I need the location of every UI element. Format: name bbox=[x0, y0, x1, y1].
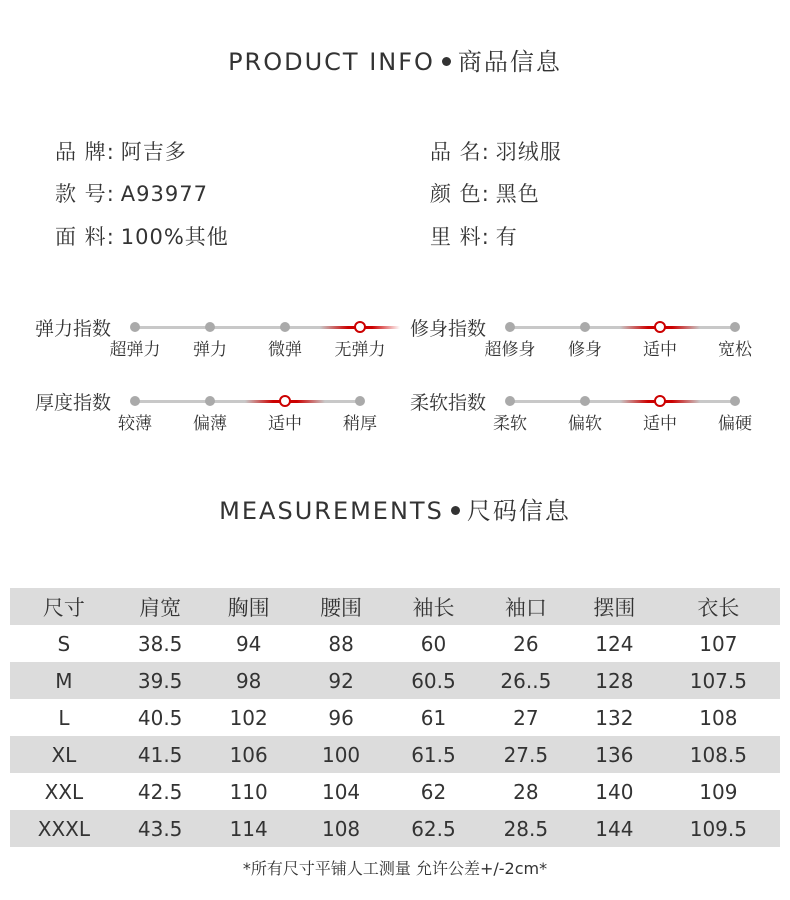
info-fabric: 面 料: 100%其他 bbox=[55, 225, 229, 249]
table-cell: 26..5 bbox=[500, 668, 552, 693]
table-cell: 108.5 bbox=[689, 742, 747, 767]
table-cell: 28.5 bbox=[503, 816, 549, 841]
scale-option-label: 无弹力 bbox=[334, 340, 386, 360]
scale-option-label: 适中 bbox=[268, 414, 302, 434]
header-cell: 袖长 bbox=[412, 595, 455, 620]
scale-node bbox=[505, 396, 515, 406]
table-cell: 42.5 bbox=[137, 779, 183, 804]
measurements-title bbox=[0, 491, 790, 526]
scale-option-label: 超弹力 bbox=[109, 340, 161, 360]
info-brand: 品 牌: 阿吉多 bbox=[55, 140, 187, 164]
table-cell: 61 bbox=[420, 705, 447, 730]
table-cell: 62 bbox=[420, 779, 447, 804]
measurement-note: *所有尺寸平铺人工测量 允许公差+/-2cm* bbox=[242, 859, 548, 878]
table-cell: 26 bbox=[513, 631, 539, 656]
table-cell: 38.5 bbox=[137, 631, 183, 656]
scale-node bbox=[580, 322, 590, 332]
header-cell: 尺寸 bbox=[42, 595, 85, 620]
table-cell: 41.5 bbox=[137, 742, 183, 767]
header-cell: 肩宽 bbox=[139, 595, 182, 620]
table-cell: 43.5 bbox=[137, 816, 183, 841]
thickness-scale bbox=[35, 388, 405, 438]
table-cell: 132 bbox=[595, 705, 634, 730]
info-color: 颜 色: 黑色 bbox=[430, 182, 540, 206]
info-product-name: 品 名: 羽绒服 bbox=[430, 140, 562, 164]
table-row bbox=[10, 699, 780, 736]
table-cell: 100 bbox=[321, 742, 361, 767]
table-cell: 96 bbox=[328, 705, 354, 730]
elasticity-scale bbox=[35, 314, 405, 364]
table-cell: 39.5 bbox=[137, 668, 183, 693]
table-cell: XL bbox=[51, 742, 77, 767]
softness-scale bbox=[410, 388, 780, 438]
table-cell: S bbox=[57, 631, 71, 656]
scale-node bbox=[730, 396, 740, 406]
table-row bbox=[10, 625, 780, 662]
table-cell: 106 bbox=[229, 742, 268, 767]
scale-node bbox=[130, 396, 140, 406]
scale-option-label: 宽松 bbox=[718, 340, 752, 360]
table-cell: 98 bbox=[235, 668, 262, 693]
product-info-title-cn: 商品信息 bbox=[457, 48, 562, 76]
bullet-dot-icon bbox=[442, 57, 451, 66]
table-cell: 128 bbox=[595, 668, 634, 693]
scale-option-label: 偏软 bbox=[568, 414, 602, 434]
table-cell: 88 bbox=[328, 631, 354, 656]
table-cell: 109 bbox=[699, 779, 738, 804]
table-cell: 102 bbox=[229, 705, 268, 730]
scale-node bbox=[130, 322, 140, 332]
table-cell: 27.5 bbox=[503, 742, 549, 767]
table-row bbox=[10, 736, 780, 773]
scale-node bbox=[505, 322, 515, 332]
header-cell: 胸围 bbox=[227, 595, 270, 620]
table-cell: XXL bbox=[44, 779, 84, 804]
header-cell: 腰围 bbox=[320, 595, 363, 620]
table-cell: M bbox=[55, 668, 73, 693]
scale-option-label: 微弹 bbox=[268, 340, 302, 360]
scale-option-label: 偏硬 bbox=[718, 414, 752, 434]
table-cell: 60 bbox=[420, 631, 447, 656]
scale-marker-selected bbox=[279, 395, 291, 407]
info-lining: 里 料: 有 bbox=[430, 225, 518, 249]
scale-option-label: 偏薄 bbox=[193, 414, 227, 434]
scale-node bbox=[730, 322, 740, 332]
scale-node bbox=[205, 396, 215, 406]
scale-option-label: 修身 bbox=[568, 340, 602, 360]
scale-marker-selected bbox=[654, 321, 666, 333]
scale-node bbox=[355, 396, 365, 406]
table-cell: 62.5 bbox=[411, 816, 456, 841]
scale-option-label: 较薄 bbox=[118, 414, 152, 434]
scale-label: 柔软指数 bbox=[410, 392, 487, 414]
scale-option-label: 柔软 bbox=[493, 414, 527, 434]
table-cell: 109.5 bbox=[689, 816, 747, 841]
table-cell: 107.5 bbox=[689, 668, 747, 693]
size-table bbox=[10, 588, 780, 847]
scale-label: 厚度指数 bbox=[35, 392, 112, 414]
measurements-title-cn: 尺码信息 bbox=[466, 497, 571, 525]
scale-node bbox=[205, 322, 215, 332]
product-info-title bbox=[0, 42, 790, 77]
scale-option-label: 弹力 bbox=[193, 340, 227, 360]
header-cell: 摆围 bbox=[593, 595, 636, 620]
table-cell: 114 bbox=[229, 816, 268, 841]
table-cell: 92 bbox=[328, 668, 354, 693]
table-cell: 40.5 bbox=[137, 705, 183, 730]
table-cell: 110 bbox=[229, 779, 268, 804]
scale-node bbox=[280, 322, 290, 332]
table-cell: 144 bbox=[595, 816, 634, 841]
header-cell: 衣长 bbox=[697, 595, 740, 620]
table-cell: 107 bbox=[699, 631, 738, 656]
table-row bbox=[10, 773, 780, 810]
scale-option-label: 适中 bbox=[643, 414, 677, 434]
table-cell: L bbox=[58, 705, 70, 730]
scale-marker-selected bbox=[354, 321, 366, 333]
table-cell: 28 bbox=[513, 779, 539, 804]
table-row bbox=[10, 810, 780, 847]
table-cell: 124 bbox=[595, 631, 634, 656]
table-row bbox=[10, 662, 780, 699]
table-cell: XXXL bbox=[37, 816, 91, 841]
fit-scale bbox=[410, 314, 780, 364]
scale-option-label: 超修身 bbox=[484, 340, 536, 360]
info-style-number: 款 号: A93977 bbox=[55, 182, 208, 206]
scale-option-label: 稍厚 bbox=[343, 414, 377, 434]
scale-node bbox=[580, 396, 590, 406]
scale-label: 修身指数 bbox=[410, 318, 487, 340]
measurements-title-en: MEASUREMENTS bbox=[219, 497, 444, 525]
product-info-title-en: PRODUCT INFO bbox=[228, 48, 435, 76]
table-cell: 94 bbox=[235, 631, 262, 656]
header-cell: 袖口 bbox=[504, 595, 547, 620]
scale-option-label: 适中 bbox=[643, 340, 677, 360]
bullet-dot-icon bbox=[451, 506, 460, 515]
table-cell: 108 bbox=[699, 705, 738, 730]
table-cell: 61.5 bbox=[411, 742, 456, 767]
table-cell: 108 bbox=[321, 816, 361, 841]
scale-label: 弹力指数 bbox=[35, 318, 112, 340]
table-cell: 60.5 bbox=[411, 668, 456, 693]
scale-marker-selected bbox=[654, 395, 666, 407]
table-cell: 27 bbox=[513, 705, 539, 730]
table-cell: 140 bbox=[595, 779, 634, 804]
table-cell: 136 bbox=[595, 742, 634, 767]
table-cell: 104 bbox=[321, 779, 361, 804]
table-header-row bbox=[10, 588, 780, 625]
